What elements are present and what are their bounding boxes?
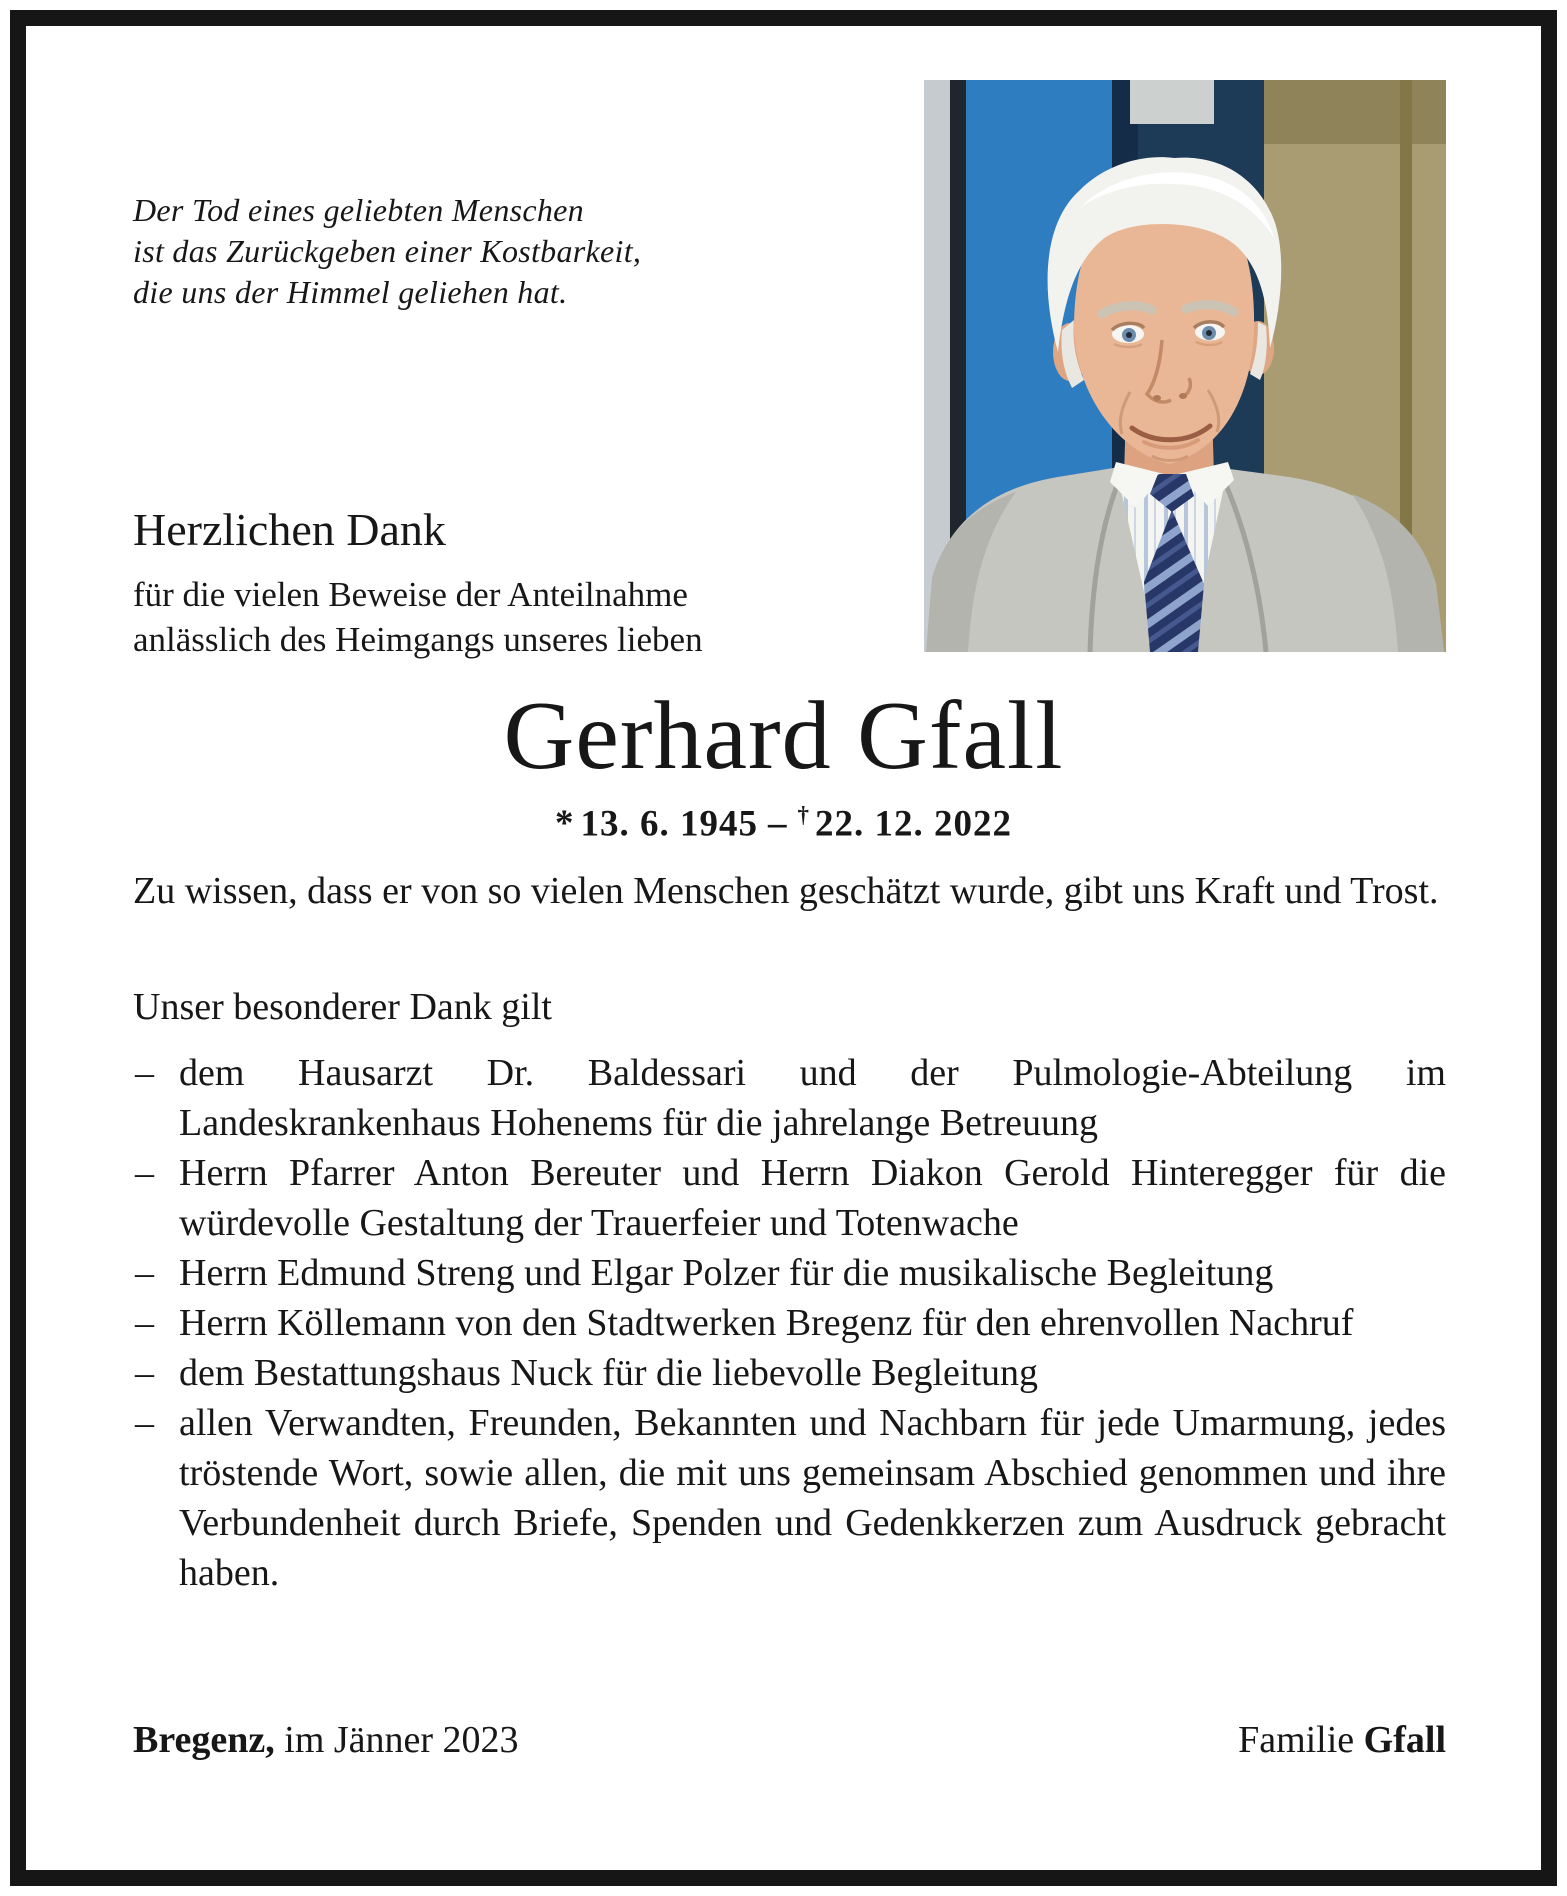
memorial-quote (133, 190, 641, 313)
list-dash: – (135, 1402, 154, 1444)
thanks-list-item (133, 1348, 1446, 1398)
special-thanks-intro: Unser besonderer Dank gilt (133, 986, 552, 1028)
list-dash: – (135, 1352, 154, 1394)
footer-place-date (133, 1718, 519, 1762)
list-dash: – (135, 1152, 154, 1194)
thanks-list-item-text: Herrn Edmund Streng und Elgar Polzer für die musikalische Begleitung (179, 1252, 1274, 1294)
thanks-list-item (133, 1048, 1446, 1148)
birth-symbol: * (555, 803, 575, 845)
list-dash: – (135, 1252, 154, 1294)
quote-line-2: ist das Zurückgeben einer Kostbarkeit, (133, 233, 642, 269)
thanks-list-item-text: Herrn Pfarrer Anton Bereuter und Herrn Diakon Gerold Hinteregger für die würdevolle Gestaltung der Trauerfeier und Totenwache (179, 1152, 1446, 1244)
death-date: 22. 12. 2022 (814, 803, 1012, 845)
footer-place: Bregenz, (133, 1719, 275, 1761)
thanks-subtext-line-2: anlässlich des Heimgangs unseres lieben (133, 620, 703, 659)
footer-date: im Jänner 2023 (284, 1719, 519, 1761)
thanks-list-item (133, 1398, 1446, 1598)
footer-family-name: Gfall (1363, 1719, 1446, 1761)
thanks-subtext-line-1: für die vielen Beweise der Anteilnahme (133, 575, 688, 614)
thanks-list-item-text: allen Verwandten, Freunden, Bekannten und Nachbarn für jede Umarmung, jedes tröstende Wort, sowie allen, die mit uns gemeinsam Abschied genommen und ihre Verbundenheit durch Briefe, Spenden und Gedenkkerzen zum Ausdruck gebracht haben. (179, 1402, 1446, 1594)
thanks-list-item (133, 1298, 1446, 1348)
list-dash: – (135, 1052, 154, 1094)
footer-family (1238, 1718, 1446, 1762)
footer-family-prefix: Familie (1238, 1719, 1355, 1761)
thanks-list-item (133, 1148, 1446, 1248)
card-footer (133, 1718, 1446, 1762)
thanks-list-item (133, 1248, 1446, 1298)
thanks-list (133, 1048, 1446, 1598)
thanks-list-item-text: dem Hausarzt Dr. Baldessari und der Pulmologie-Abteilung im Landeskrankenhaus Hohenems für die jahrelange Betreuung (179, 1052, 1446, 1144)
deceased-name: Gerhard Gfall (503, 682, 1064, 790)
birth-date: 13. 6. 1945 (580, 803, 759, 845)
thanks-heading: Herzlichen Dank (133, 504, 446, 555)
condolence-paragraph: Zu wissen, dass er von so vielen Menschen geschätzt wurde, gibt uns Kraft und Trost. (133, 870, 1439, 912)
dates-separator: – (768, 803, 788, 845)
thanks-subtext (133, 572, 703, 662)
list-dash: – (135, 1302, 154, 1344)
thanks-list-item-text: Herrn Köllemann von den Stadtwerken Bregenz für den ehrenvollen Nachruf (179, 1302, 1354, 1344)
quote-line-1: Der Tod eines geliebten Menschen (133, 192, 584, 228)
portrait-illustration (924, 80, 1446, 652)
life-dates (0, 802, 1567, 845)
thanks-list-item-text: dem Bestattungshaus Nuck für die liebevolle Begleitung (179, 1352, 1039, 1394)
portrait-photo (924, 80, 1446, 652)
death-symbol: † (797, 802, 810, 827)
quote-line-3: die uns der Himmel geliehen hat. (133, 274, 568, 310)
